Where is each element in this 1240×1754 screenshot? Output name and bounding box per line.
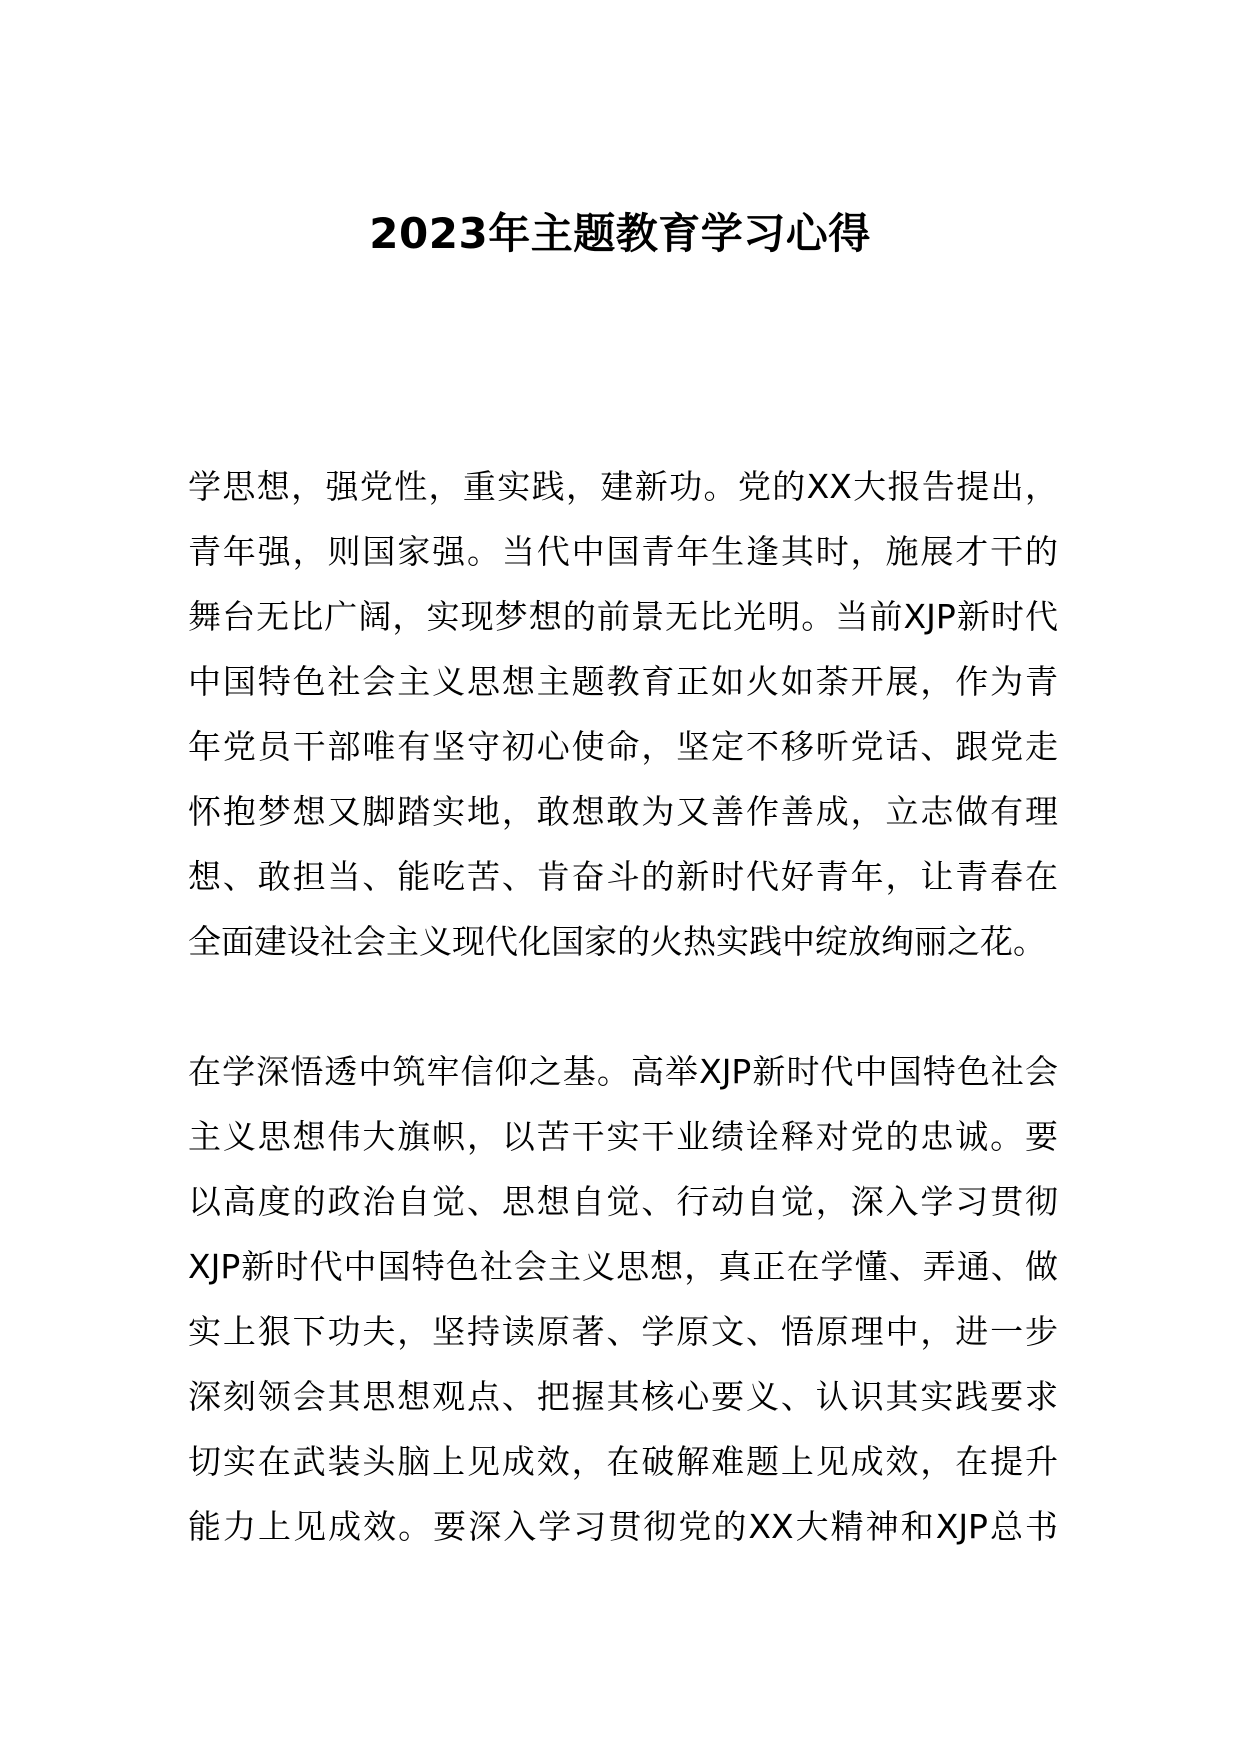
paragraph-line: 能力上见成效。要深入学习贯彻党的XX大精神和XJP总书	[188, 1507, 1058, 1546]
paragraph-line: 全面建设社会主义现代化国家的火热实践中绽放绚丽之花。	[188, 922, 1046, 961]
paragraph-line: 切实在武装头脑上见成效，在破解难题上见成效，在提升	[188, 1442, 1058, 1481]
paragraph-line: 舞台无比广阔，实现梦想的前景无比光明。当前XJP新时代	[188, 597, 1058, 636]
paragraph-2	[188, 1039, 1058, 1559]
document-title: 2023年主题教育学习心得	[369, 209, 871, 258]
paragraph-line: 学思想，强党性，重实践，建新功。党的XX大报告提出，	[188, 467, 1058, 506]
paragraph-line: 以高度的政治自觉、思想自觉、行动自觉，深入学习贯彻	[188, 1182, 1058, 1221]
paragraph-line: 主义思想伟大旗帜，以苦干实干业绩诠释对党的忠诚。要	[188, 1117, 1058, 1156]
paragraph-line: 年党员干部唯有坚守初心使命，坚定不移听党话、跟党走	[188, 727, 1058, 766]
paragraph-line: XJP新时代中国特色社会主义思想，真正在学懂、弄通、做	[188, 1247, 1058, 1286]
paragraph-1	[188, 454, 1058, 974]
paragraph-line: 中国特色社会主义思想主题教育正如火如荼开展，作为青	[188, 662, 1058, 701]
paragraph-line: 在学深悟透中筑牢信仰之基。高举XJP新时代中国特色社会	[188, 1052, 1058, 1091]
paragraph-line: 想、敢担当、能吃苦、肯奋斗的新时代好青年，让青春在	[188, 857, 1058, 896]
paragraph-line: 怀抱梦想又脚踏实地，敢想敢为又善作善成，立志做有理	[188, 792, 1058, 831]
paragraph-line: 青年强，则国家强。当代中国青年生逢其时，施展才干的	[188, 532, 1058, 571]
paragraph-line: 深刻领会其思想观点、把握其核心要义、认识其实践要求	[188, 1377, 1058, 1416]
paragraph-line: 实上狠下功夫，坚持读原著、学原文、悟原理中，进一步	[188, 1312, 1058, 1351]
